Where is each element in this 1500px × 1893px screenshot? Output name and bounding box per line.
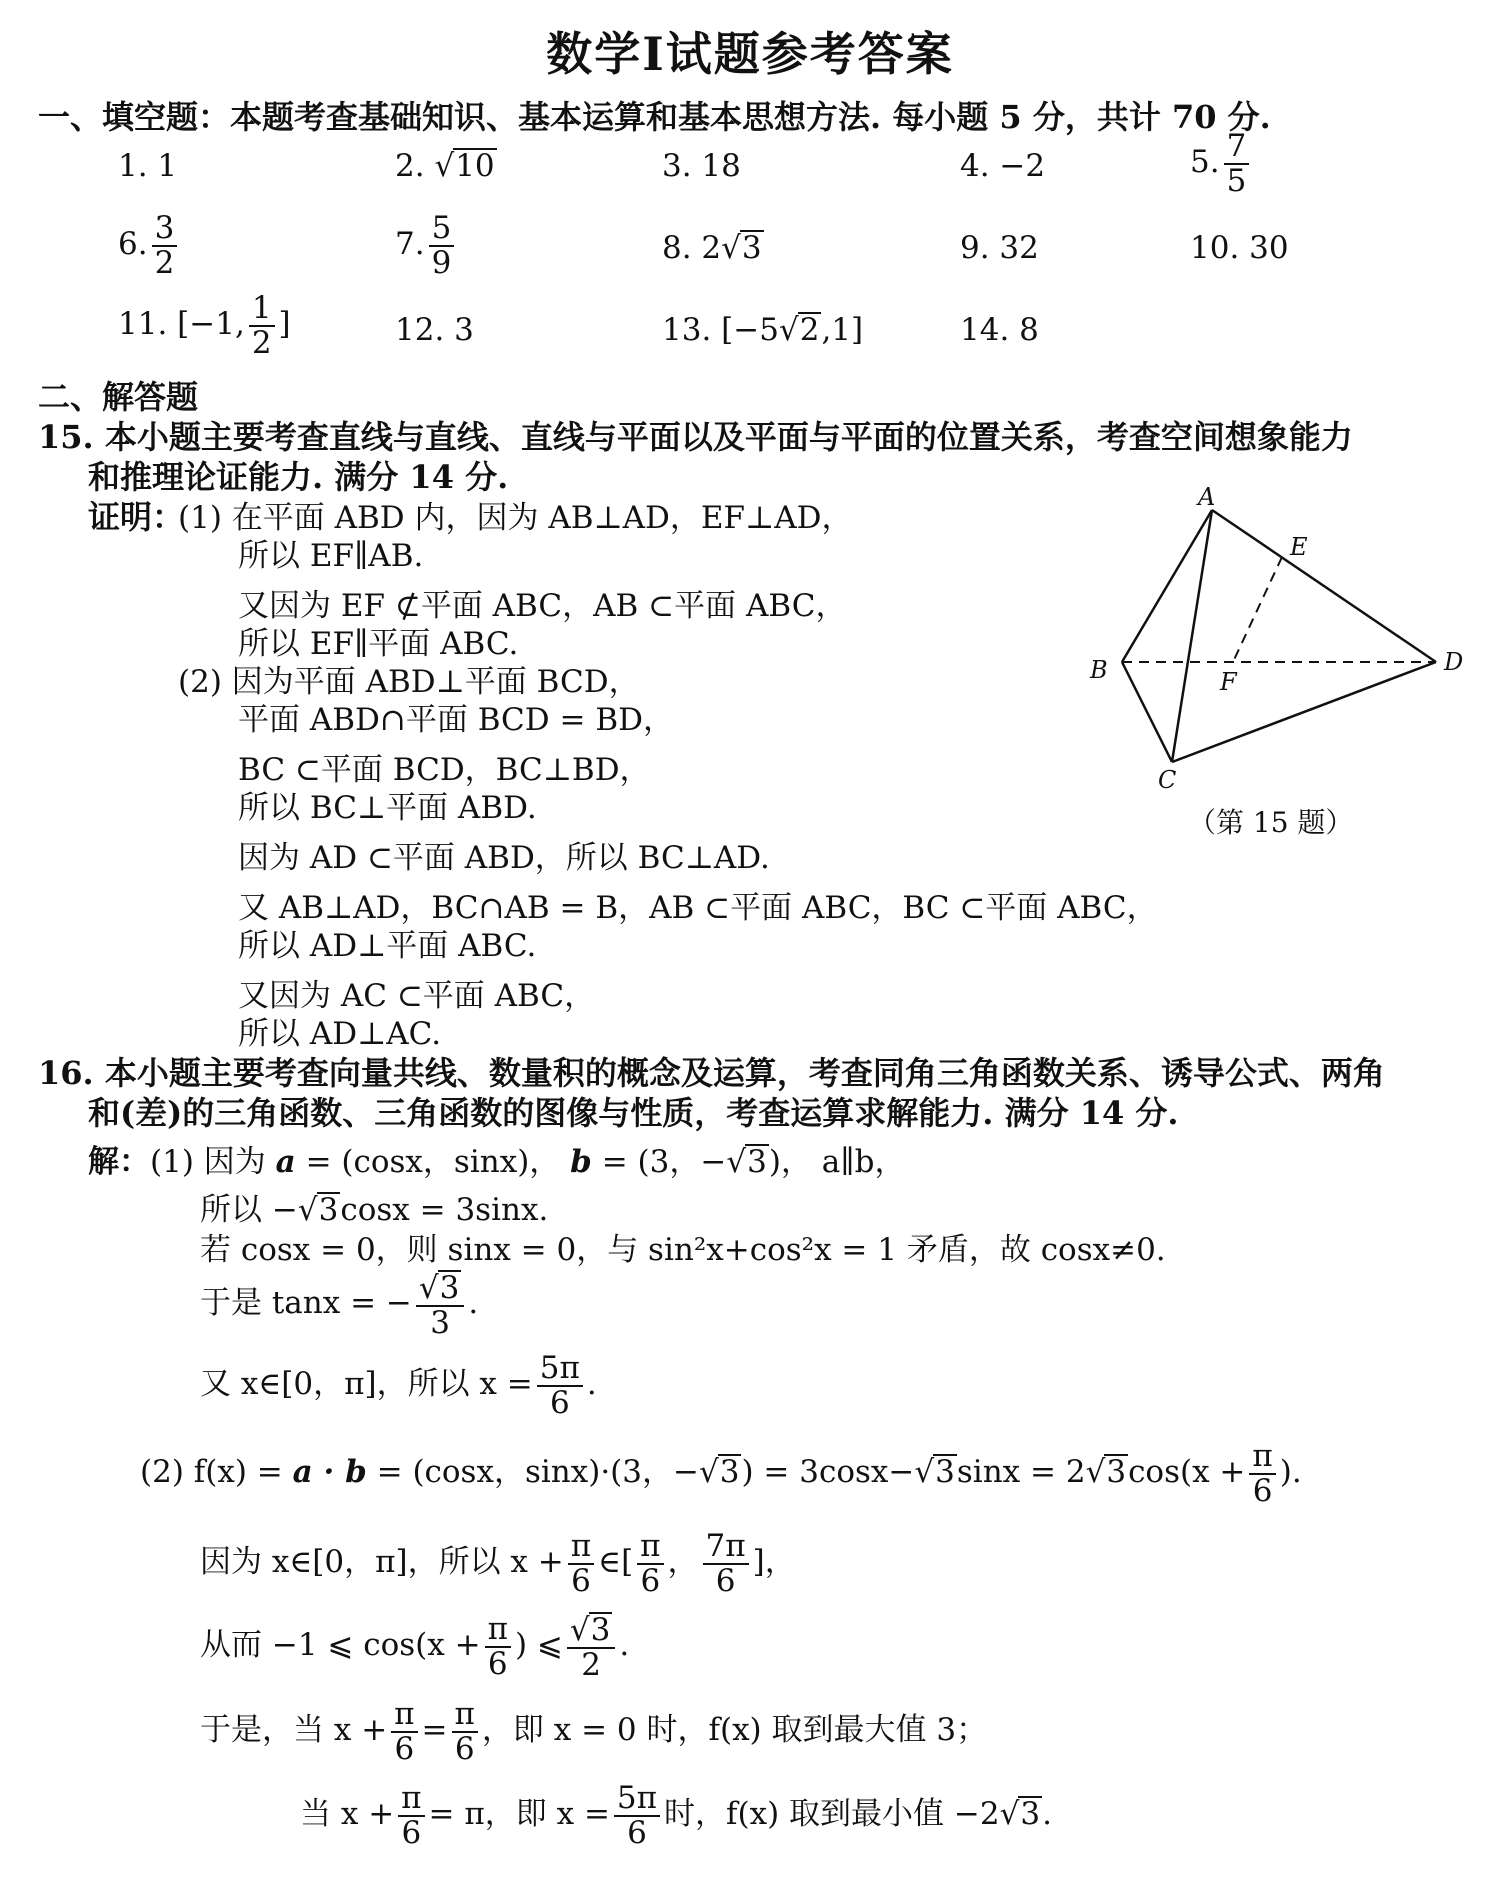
q16-line-2: 所以 −√3cosx = 3sinx.	[200, 1192, 549, 1228]
answer-7: 7. $\frac{5}{9}$	[395, 212, 458, 279]
answer-11: 11. [−1, $\frac{1}{2}$ ]	[118, 290, 291, 361]
edge-bc	[1122, 662, 1172, 762]
label-d: D	[1444, 648, 1464, 676]
q15-step-5: (2) 因为平面 ABD⊥平面 BCD，	[178, 664, 640, 700]
q15-step-2: 所以 EF∥AB.	[238, 538, 424, 574]
label-a: A	[1198, 483, 1216, 511]
label-f: F	[1220, 668, 1237, 696]
q16-intro-line2: 和(差)的三角函数、三角函数的图像与性质，考查运算求解能力. 满分 14 分.	[88, 1094, 1179, 1132]
q16-line-3: 若 cosx = 0，则 sinx = 0，与 sin²x+cos²x = 1 矛盾，故 cosx≠0.	[200, 1232, 1166, 1268]
figure-caption: （第 15 题）	[1188, 806, 1354, 839]
q15-intro-line2: 和推理论证能力. 满分 14 分.	[88, 458, 509, 496]
q15-step-1: (1) 在平面 ABD 内，因为 AB⊥AD，EF⊥AD，	[178, 500, 853, 536]
answer-14: 14. 8	[960, 312, 1039, 348]
label-e: E	[1290, 533, 1308, 561]
answer-8: 8. 2√3	[662, 230, 762, 266]
answer-12: 12. 3	[395, 312, 474, 348]
answer-9: 9. 32	[960, 230, 1039, 266]
q16-line-9: 于是，当 x + $\frac{\pi}{6}$ = $\frac{\pi}{6}$ ，即 x = 0 时，f(x) 取到最大值 3；	[200, 1696, 988, 1767]
q15-step-3: 又因为 EF ⊄平面 ABC，AB ⊂平面 ABC，	[238, 588, 847, 624]
q16-part2-line: (2) f(x) = a · b = (cosx，sinx)·(3，−√3) = 3cosx−√3sinx = 2√3cos(x + $\frac{\pi}{6}$ ).	[140, 1438, 1302, 1509]
edge-cd	[1172, 662, 1436, 762]
section1-heading: 一、填空题：本题考查基础知识、基本运算和基本思想方法. 每小题 5 分，共计 70 分.	[38, 98, 1271, 136]
q15-label: 证明：	[88, 498, 185, 536]
q16-line-8: 从而 −1 ⩽ cos(x + $\frac{\pi}{6}$ ) ⩽ $\frac{√3}{2}$ .	[200, 1611, 630, 1683]
tetrahedron-diagram	[1070, 480, 1490, 860]
q16-line-4: 于是 tanx = − $\frac{√3}{3}$ .	[200, 1270, 479, 1341]
q15-figure	[1070, 480, 1490, 860]
section2-heading: 二、解答题	[38, 378, 199, 416]
label-c: C	[1158, 766, 1177, 794]
q15-step-12: 又因为 AC ⊂平面 ABC，	[238, 978, 596, 1014]
answer-1: 1. 1	[118, 148, 178, 184]
q15-step-13: 所以 AD⊥AC.	[238, 1016, 442, 1052]
q16-intro-line1: 16. 本小题主要考查向量共线、数量积的概念及运算，考查同角三角函数关系、诱导公式、两角	[38, 1054, 1385, 1092]
edge-ac	[1172, 510, 1212, 762]
q16-line-10: 当 x + $\frac{\pi}{6}$ = π，即 x = $\frac{5\pi}{6}$ 时，f(x) 取到最小值 −2√3.	[300, 1780, 1052, 1851]
segment-ef	[1233, 557, 1282, 662]
q16-part1-line: 解：(1) 因为 a = (cosx，sinx)， b = (3，−√3)， a∥b，	[88, 1144, 906, 1180]
answer-2: 2. √10	[395, 148, 495, 184]
q15-step-11: 所以 AD⊥平面 ABC.	[238, 928, 537, 964]
q15-step-6: 平面 ABD∩平面 BCD = BD，	[238, 702, 674, 738]
answer-6: 6. $\frac{3}{2}$	[118, 212, 181, 279]
answer-3: 3. 18	[662, 148, 741, 184]
answer-5: 5. $\frac{7}{5}$	[1190, 130, 1253, 197]
q15-step-4: 所以 EF∥平面 ABC.	[238, 626, 519, 662]
q15-intro-line1: 15. 本小题主要考查直线与直线、直线与平面以及平面与平面的位置关系，考查空间想象能力	[38, 418, 1353, 456]
edge-ad	[1212, 510, 1436, 662]
edge-ab	[1122, 510, 1212, 662]
q16-line-7: 因为 x∈[0，π]，所以 x + $\frac{\pi}{6}$ ∈[ $\frac{\pi}{6}$ ， $\frac{7\pi}{6}$ ]，	[200, 1528, 796, 1599]
q15-step-7: BC ⊂平面 BCD，BC⊥BD，	[238, 752, 651, 788]
answer-10: 10. 30	[1190, 230, 1289, 266]
answer-13: 13. [−5√2,1]	[662, 312, 864, 348]
q15-step-8: 所以 BC⊥平面 ABD.	[238, 790, 537, 826]
q16-line-5: 又 x∈[0，π]，所以 x = $\frac{5\pi}{6}$ .	[200, 1350, 597, 1421]
label-b: B	[1090, 656, 1108, 684]
q15-step-10: 又 AB⊥AD，BC∩AB = B，AB ⊂平面 ABC，BC ⊂平面 ABC，	[238, 890, 1158, 926]
page-title: 数学Ⅰ试题参考答案	[546, 27, 954, 81]
answer-4: 4. −2	[960, 148, 1046, 184]
q15-step-9: 因为 AD ⊂平面 ABD，所以 BC⊥AD.	[238, 840, 770, 876]
